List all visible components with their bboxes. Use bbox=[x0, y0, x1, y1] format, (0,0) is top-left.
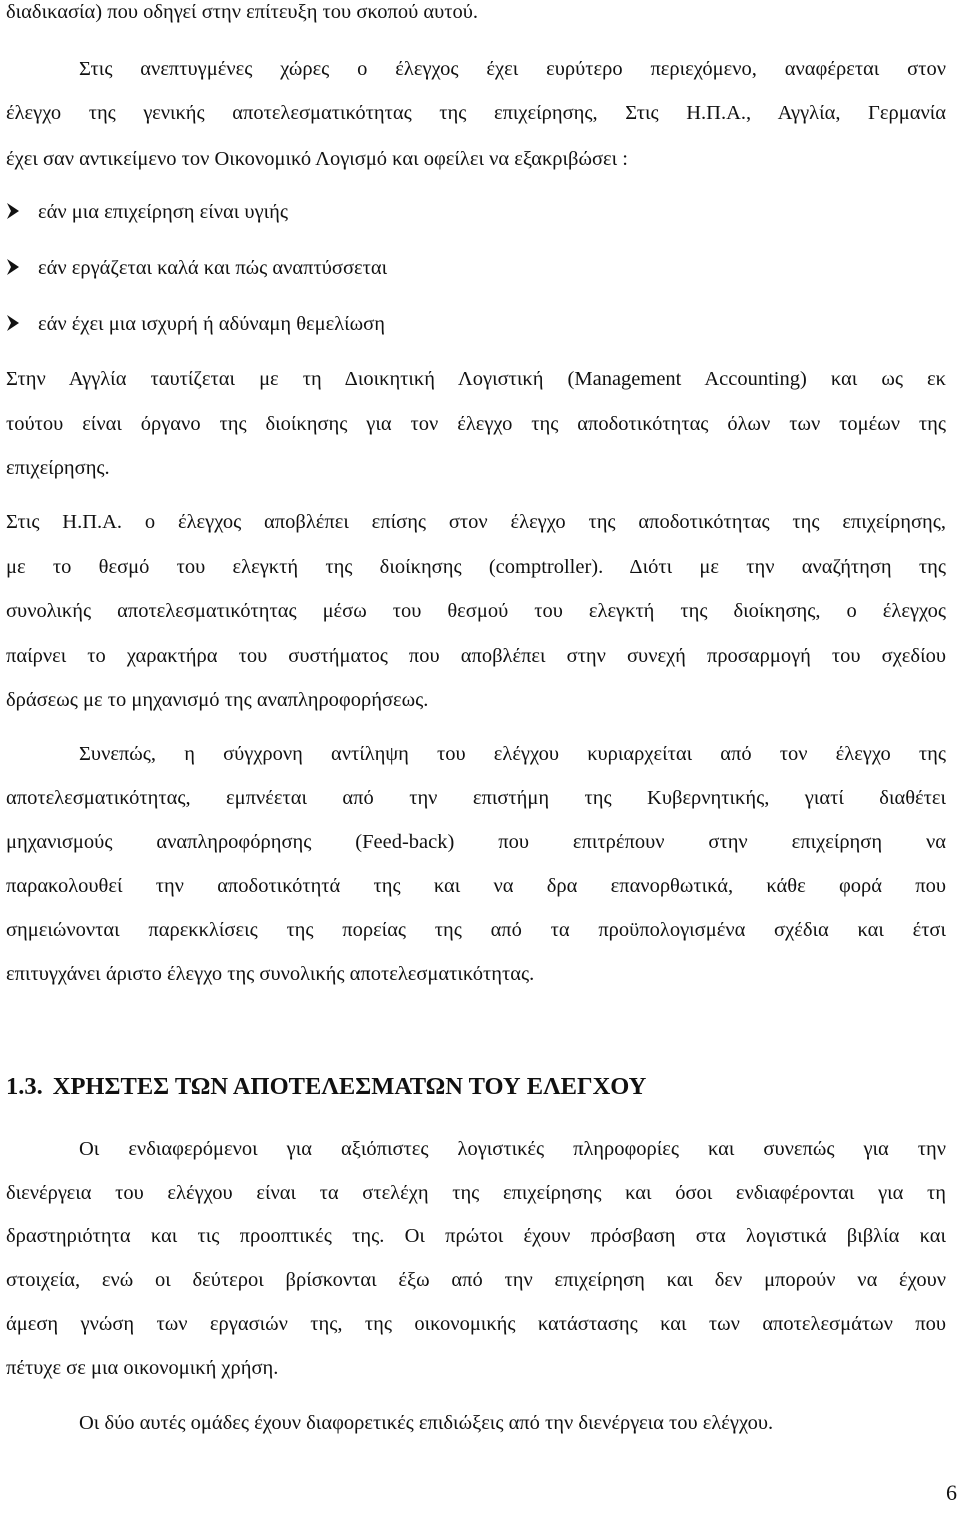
list-item-text: εάν μια επιχείρηση είναι υγιής bbox=[38, 201, 288, 223]
paragraph-line: έχει σαν αντικείμενο τον Οικονομικό Λογισμό και οφείλει να εξακριβώσει : bbox=[6, 148, 628, 170]
paragraph-line: έλεγχο της γενικής αποτελεσματικότητας της επιχείρησης, Στις Η.Π.Α., Αγγλία, Γερμανία bbox=[6, 102, 946, 124]
paragraph-line: δραστηριότητα και τις προοπτικές της. Οι πρώτοι έχουν πρόσβαση στα λογιστικά βιβλία και bbox=[6, 1225, 946, 1247]
list-item bbox=[6, 200, 288, 224]
section-title: ΧΡΗΣΤΕΣ ΤΩΝ ΑΠΟΤΕΛΕΣΜΑΤΩΝ ΤΟΥ ΕΛΕΓΧΟΥ bbox=[52, 1073, 647, 1100]
paragraph-line: Οι ενδιαφερόμενοι για αξιόπιστες λογιστικές πληροφορίες και συνεπώς για την bbox=[79, 1138, 946, 1160]
paragraph-line: πέτυχε σε μια οικονομική χρήση. bbox=[6, 1357, 279, 1379]
paragraph-line: παίρνει το χαρακτήρα του συστήματος που αποβλέπει στην συνεχή προσαρμογή του σχεδίου bbox=[6, 645, 946, 667]
paragraph-line: Στις Η.Π.Α. ο έλεγχος αποβλέπει επίσης στον έλεγχο της αποδοτικότητας της επιχείρησης, bbox=[6, 511, 946, 533]
paragraph-line: άμεση γνώση των εργασιών της, της οικονομικής κατάστασης και των αποτελεσμάτων που bbox=[6, 1313, 946, 1335]
paragraph-line: με το θεσμό του ελεγκτή της διοίκησης (comptroller). Διότι με την αναζήτηση της bbox=[6, 556, 946, 578]
paragraph-line: δράσεως με το μηχανισμό της αναπληροφορήσεως. bbox=[6, 689, 429, 711]
page-number: 6 bbox=[946, 1480, 957, 1505]
paragraph-line: διενέργεια του ελέγχου είναι τα στελέχη της επιχείρησης και όσοι ενδιαφέρονται για τη bbox=[6, 1182, 946, 1204]
list-item bbox=[6, 256, 387, 280]
arrowhead-bullet-icon bbox=[6, 258, 20, 276]
list-item bbox=[6, 312, 385, 336]
arrowhead-bullet-icon bbox=[6, 202, 20, 220]
paragraph-line: επιχείρησης. bbox=[6, 457, 110, 479]
list-item-text: εάν έχει μια ισχυρή ή αδύναμη θεμελίωση bbox=[38, 313, 385, 335]
section-number: 1.3. bbox=[6, 1073, 43, 1100]
paragraph-line: επιτυγχάνει άριστο έλεγχο της συνολικής αποτελεσματικότητας. bbox=[6, 963, 535, 985]
paragraph-line: διαδικασία) που οδηγεί στην επίτευξη του σκοπού αυτού. bbox=[6, 1, 479, 23]
paragraph-line: Οι δύο αυτές ομάδες έχουν διαφορετικές επιδιώξεις από την διενέργεια του ελέγχου. bbox=[79, 1412, 774, 1434]
arrowhead-bullet-icon bbox=[6, 314, 20, 332]
paragraph-line: Συνεπώς, η σύγχρονη αντίληψη του ελέγχου κυριαρχείται από τον έλεγχο της bbox=[79, 743, 946, 765]
paragraph-line: σημειώνονται παρεκκλίσεις της πορείας της από τα προϋπολογισμένα σχέδια και έτσι bbox=[6, 919, 946, 941]
paragraph-line: συνολικής αποτελεσματικότητας μέσω του θεσμού του ελεγκτή της διοίκησης, ο έλεγχος bbox=[6, 600, 946, 622]
paragraph-line: Στις ανεπτυγμένες χώρες ο έλεγχος έχει ευρύτερο περιεχόμενο, αναφέρεται στον bbox=[79, 58, 946, 80]
paragraph-line: παρακολουθεί την αποδοτικότητά της και να δρα επανορθωτικά, κάθε φορά που bbox=[6, 875, 946, 897]
paragraph-line: στοιχεία, ενώ οι δεύτεροι βρίσκονται έξω από την επιχείρηση και δεν μπορούν να έχουν bbox=[6, 1269, 946, 1291]
paragraph-line: μηχανισμούς αναπληροφόρησης (Feed-back) που επιτρέπουν στην επιχείρηση να bbox=[6, 831, 946, 853]
paragraph-line: τούτου είναι όργανο της διοίκησης για τον έλεγχο της αποδοτικότητας όλων των τομέων της bbox=[6, 413, 946, 435]
paragraph-line: Στην Αγγλία ταυτίζεται με τη Διοικητική Λογιστική (Management Accounting) και ως εκ bbox=[6, 368, 946, 390]
section-heading bbox=[6, 1072, 646, 1102]
list-item-text: εάν εργάζεται καλά και πώς αναπτύσσεται bbox=[38, 257, 388, 279]
paragraph-line: αποτελεσματικότητας, εμπνέεται από την επιστήμη της Κυβερνητικής, γιατί διαθέτει bbox=[6, 787, 946, 809]
